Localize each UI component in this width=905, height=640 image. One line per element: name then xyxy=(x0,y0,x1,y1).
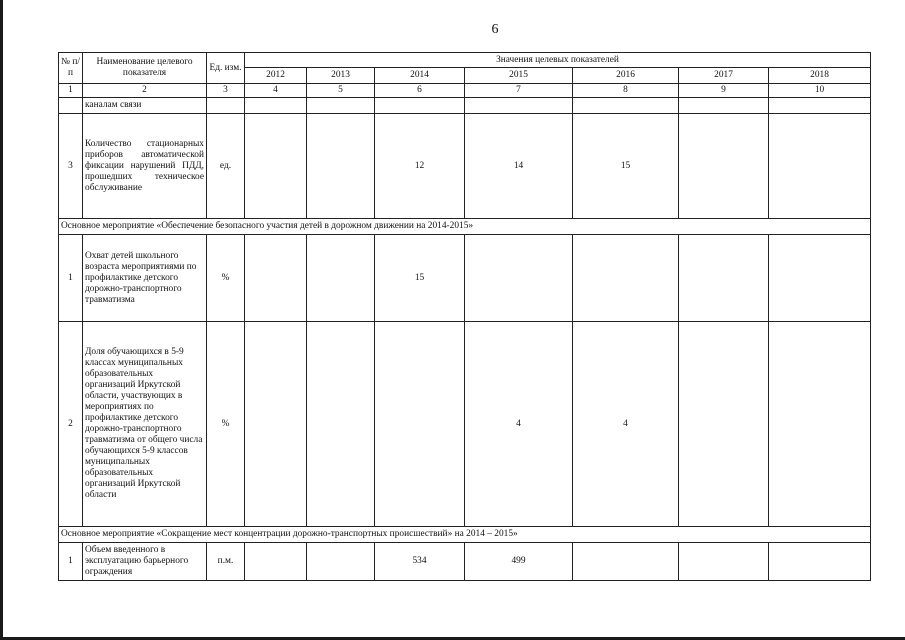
row-value xyxy=(769,98,871,114)
row-unit: % xyxy=(207,322,245,527)
header-row-top xyxy=(59,53,871,68)
table-row xyxy=(59,98,871,114)
row-value xyxy=(769,543,871,581)
row-value: 4 xyxy=(465,322,573,527)
row-value xyxy=(769,114,871,219)
row-value: 534 xyxy=(375,543,465,581)
row-value xyxy=(375,322,465,527)
row-value xyxy=(307,98,375,114)
row-value xyxy=(375,98,465,114)
header-year: 2018 xyxy=(769,68,871,84)
section-row xyxy=(59,219,871,235)
row-value xyxy=(307,543,375,581)
column-number: 1 xyxy=(59,84,83,98)
row-value xyxy=(573,235,679,322)
row-value: 4 xyxy=(573,322,679,527)
row-value xyxy=(769,322,871,527)
row-indicator-name: Объем введенного в эксплуатацию барьерного ограждения xyxy=(83,543,207,581)
header-values-group: Значения целевых показателей xyxy=(245,53,871,68)
row-value: 12 xyxy=(375,114,465,219)
header-year: 2016 xyxy=(573,68,679,84)
column-number: 10 xyxy=(769,84,871,98)
column-number: 7 xyxy=(465,84,573,98)
row-value xyxy=(679,114,769,219)
row-num: 2 xyxy=(59,322,83,527)
table-row xyxy=(59,114,871,219)
row-num: 1 xyxy=(59,543,83,581)
row-num xyxy=(59,98,83,114)
row-value: 15 xyxy=(573,114,679,219)
row-value xyxy=(573,98,679,114)
row-value xyxy=(245,235,307,322)
column-number: 9 xyxy=(679,84,769,98)
header-year: 2015 xyxy=(465,68,573,84)
header-indicator: Наименование целевого показателя xyxy=(83,53,207,84)
table-row xyxy=(59,543,871,581)
row-value xyxy=(307,322,375,527)
section-title: Основное мероприятие «Сокращение мест концентрации дорожно-транспортных происшествий» на 2014 – 2015» xyxy=(59,527,871,543)
row-value xyxy=(307,235,375,322)
row-value xyxy=(679,98,769,114)
column-number: 3 xyxy=(207,84,245,98)
row-value xyxy=(307,114,375,219)
row-value: 499 xyxy=(465,543,573,581)
row-unit: п.м. xyxy=(207,543,245,581)
row-indicator-name: Количество стационарных приборов автоматической фиксации нарушений ПДД, прошедших техническое обслуживание xyxy=(83,114,207,219)
header-year: 2014 xyxy=(375,68,465,84)
row-value xyxy=(245,114,307,219)
row-value xyxy=(679,235,769,322)
row-unit: % xyxy=(207,235,245,322)
row-value xyxy=(465,98,573,114)
row-value xyxy=(679,322,769,527)
row-unit: ед. xyxy=(207,114,245,219)
header-year: 2017 xyxy=(679,68,769,84)
table-row xyxy=(59,322,871,527)
column-number: 6 xyxy=(375,84,465,98)
column-number: 2 xyxy=(83,84,207,98)
row-value: 15 xyxy=(375,235,465,322)
row-value xyxy=(245,98,307,114)
row-indicator-name: Охват детей школьного возраста мероприятиями по профилактике детского дорожно-транспортного травматизма xyxy=(83,235,207,322)
table-row xyxy=(59,235,871,322)
row-value xyxy=(245,322,307,527)
row-value xyxy=(769,235,871,322)
header-unit: Ед. изм. xyxy=(207,53,245,84)
header-year: 2012 xyxy=(245,68,307,84)
row-unit xyxy=(207,98,245,114)
header-num: № п/п xyxy=(59,53,83,84)
section-title: Основное мероприятие «Обеспечение безопасного участия детей в дорожном движении на 2014-2015» xyxy=(59,219,871,235)
column-number: 4 xyxy=(245,84,307,98)
row-value xyxy=(465,235,573,322)
header-row-column-numbers xyxy=(59,84,871,98)
scan-left-edge xyxy=(0,0,3,640)
row-value xyxy=(245,543,307,581)
row-indicator-name: каналам связи xyxy=(83,98,207,114)
header-year: 2013 xyxy=(307,68,375,84)
section-row xyxy=(59,527,871,543)
row-value xyxy=(679,543,769,581)
row-value: 14 xyxy=(465,114,573,219)
row-indicator-name: Доля обучающихся в 5-9 классах муниципальных образовательных организаций Иркутской области, участвующих в мероприятиях по профилактике детского дорожно-транспортного травматизма от общего числа обучающихся 5-9 классов муниципальных образовательных организаций Иркутской области xyxy=(83,322,207,527)
row-num: 3 xyxy=(59,114,83,219)
target-indicators-table xyxy=(58,52,871,581)
row-num: 1 xyxy=(59,235,83,322)
row-value xyxy=(573,543,679,581)
page-number: 6 xyxy=(491,22,499,37)
column-number: 8 xyxy=(573,84,679,98)
column-number: 5 xyxy=(307,84,375,98)
